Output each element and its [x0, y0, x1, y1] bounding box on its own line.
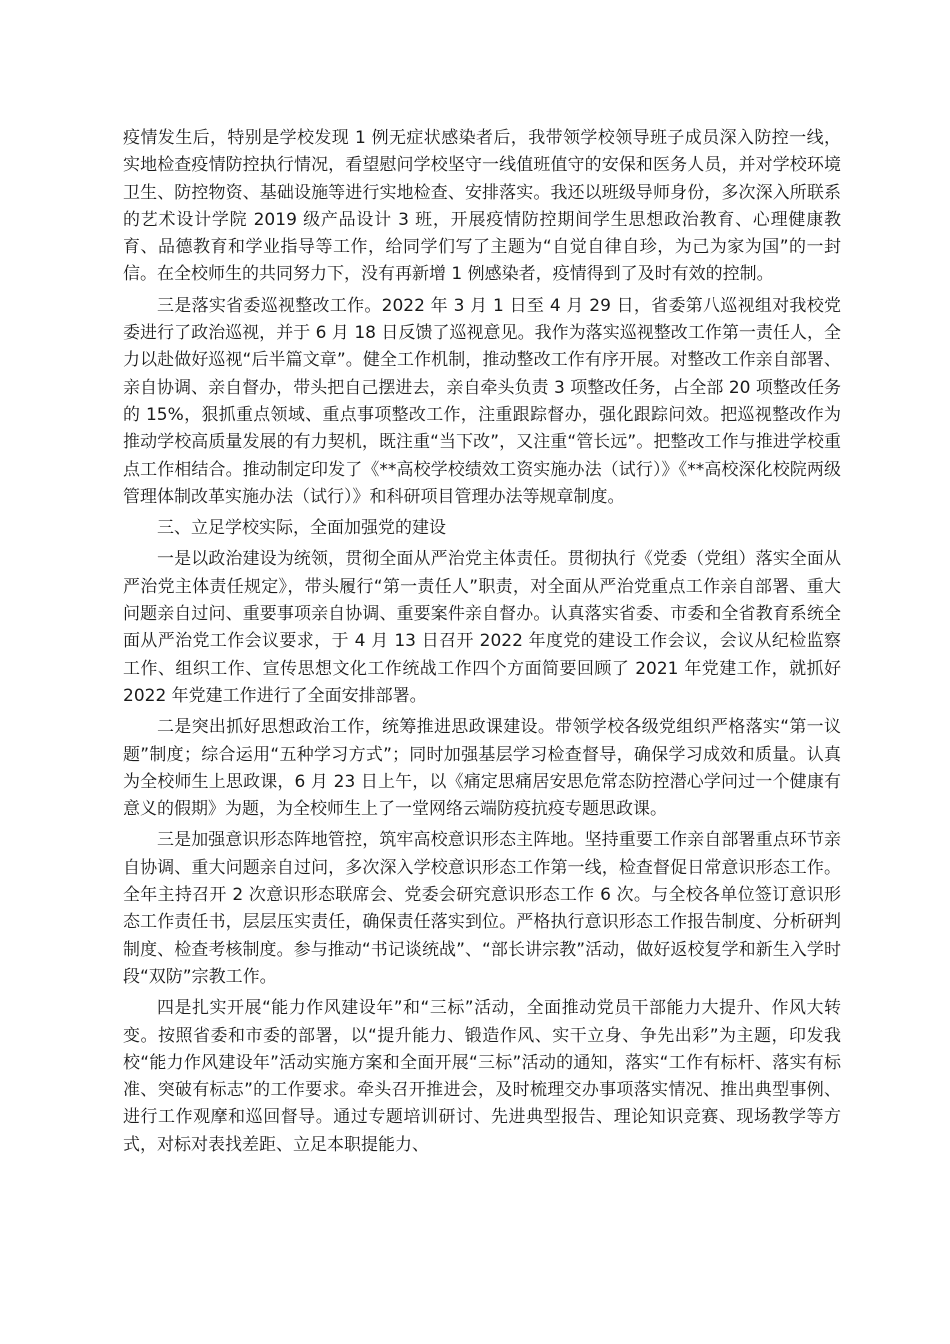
paragraph-capability-style: 四是扎实开展“能力作风建设年”和“三标”活动，全面推动党员干部能力大提升、作风大转变。按照省委和市委的部署，以“提升能力、锻造作风、实干立身、争先出彩”为主题，印发我校“能力作风建设年”活动实施方案和全面开展“三标”活动的通知，落实“工作有标杆、落实有标准、突破有标志”的工作要求。牵头召开推进会，及时梳理交办事项落实情况、推出典型事例、进行工作观摩和巡回督导。通过专题培训研讨、先进典型报告、理论知识竞赛、现场教学等方式，对标对表找差距、立足本职提能力、: [123, 998, 841, 1155]
paragraph-ideology-front: 三是加强意识形态阵地管控，筑牢高校意识形态主阵地。坚持重要工作亲自部署重点环节亲自协调、重大问题亲自过问，多次深入学校意识形态工作第一线，检查督促日常意识形态工作。全年主持召开 2 次意识形态联席会、党委会研究意识形态工作 6 次。与全校各单位签订意识形态工作责任书，层层压实责任，确保责任落实到位。严格执行意识形态工作报告制度、分析研判制度、检查考核制度。参与推动“书记谈统战”、“部长讲宗教”活动，做好返校复学和新生入学时段“双防”宗教工作。: [123, 830, 841, 987]
paragraph-ideological-political-work: 二是突出抓好思想政治工作，统筹推进思政课建设。带领学校各级党组织严格落实“第一议题”制度；综合运用“五种学习方式”；同时加强基层学习检查督导，确保学习成效和质量。认真为全校师生上思政课，6 月 23 日上午，以《痛定思痛居安思危常态防控潜心学问过一个健康有意义的假期》为题，为全校师生上了一堂网络云端防疫抗疫专题思政课。: [123, 717, 841, 820]
paragraph-epidemic-control: 疫情发生后，特别是学校发现 1 例无症状感染者后，我带领学校领导班子成员深入防控一线，实地检查疫情防控执行情况，看望慰问学校坚守一线值班值守的安保和医务人员，并对学校环境卫生、防控物资、基础设施等进行实地检查、安排落实。我还以班级导师身份，多次深入所联系的艺术设计学院 2019 级产品设计 3 班，开展疫情防控期间学生思想政治教育、心理健康教育、品德教育和学业指导等工作，给同学们写了主题为“自觉自律自珍，为己为家为国”的一封信。在全校师生的共同努力下，没有再新增 1 例感染者，疫情得到了及时有效的控制。: [123, 128, 841, 285]
section-heading: 三、立足学校实际，全面加强党的建设: [157, 518, 446, 539]
paragraph-political-construction: 一是以政治建设为统领，贯彻全面从严治党主体责任。贯彻执行《党委（党组）落实全面从严治党主体责任规定》，带头履行“第一责任人”职责，对全面从严治党重点工作亲自部署、重大问题亲自过问、重要事项亲自协调、重要案件亲自督办。认真落实省委、市委和全省教育系统全面从严治党工作会议要求，于 4 月 13 日召开 2022 年度党的建设工作会议，会议从纪检监察工作、组织工作、宣传思想文化工作统战工作四个方面简要回顾了 2021 年党建工作，就抓好 2022 年党建工作进行了全面安排部署。: [123, 549, 841, 706]
document-page: [123, 125, 841, 1159]
paragraph-inspection-rectification: 三是落实省委巡视整改工作。2022 年 3 月 1 日至 4 月 29 日，省委第八巡视组对我校党委进行了政治巡视，并于 6 月 18 日反馈了巡视意见。我作为落实巡视整改工作第一责任人，全力以赴做好巡视“后半篇文章”。健全工作机制，推动整改工作有序开展。对整改工作亲自部署、亲自协调、亲自督办，带头把自己摆进去，亲自牵头负责 3 项整改任务，占全部 20 项整改任务的 15%，狠抓重点领域、重点事项整改工作，注重跟踪督办，强化跟踪问效。把巡视整改作为推动学校高质量发展的有力契机，既注重“当下改”，又注重“管长远”。把整改工作与推进学校重点工作相结合。推动制定印发了《**高校学校绩效工资实施办法（试行）》《**高校深化校院两级管理体制改革实施办法（试行）》和科研项目管理办法等规章制度。: [123, 295, 841, 507]
